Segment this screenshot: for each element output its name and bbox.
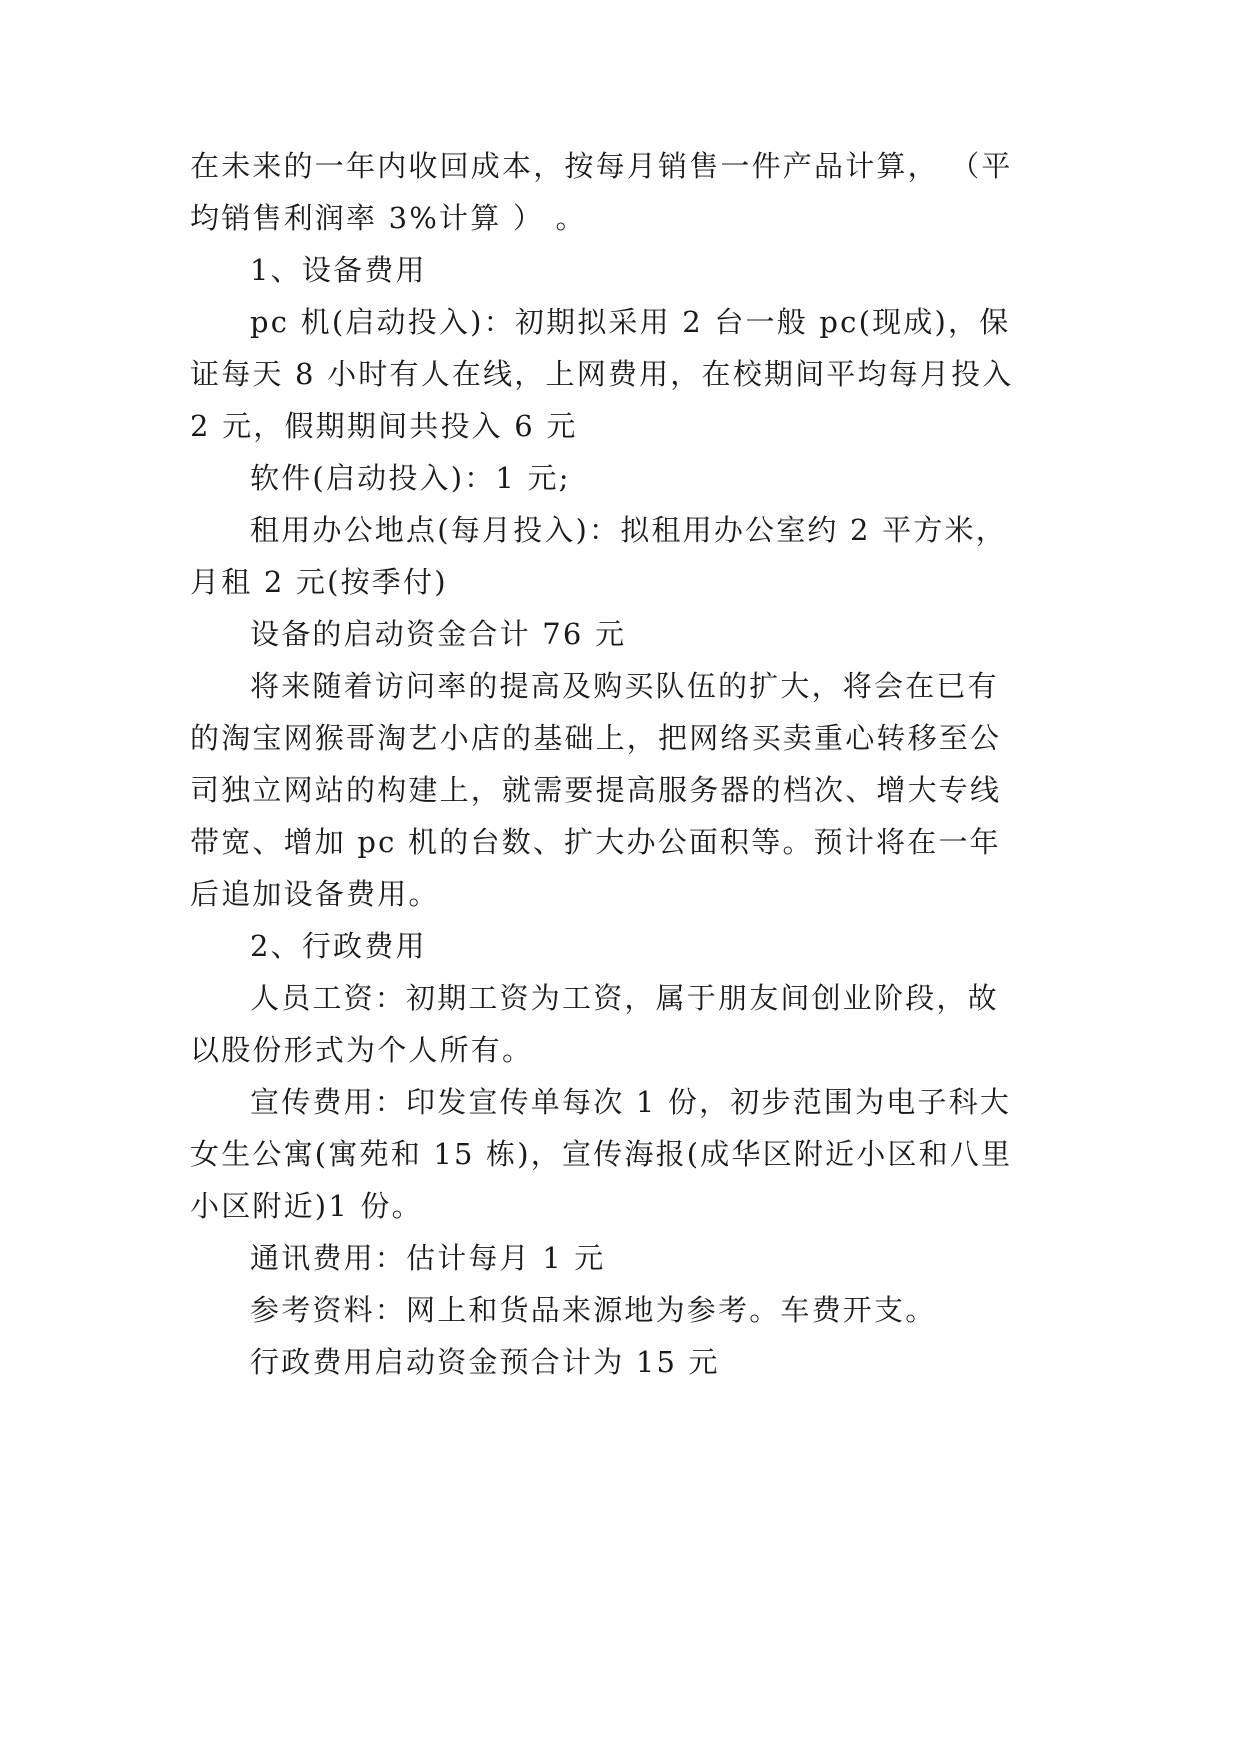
- section-heading: 1、设备费用: [250, 253, 427, 287]
- text-line: 人员工资：初期工资为工资，属于朋友间创业阶段，故: [250, 981, 999, 1015]
- text-line: 设备的启动资金合计 76 元: [250, 617, 627, 651]
- text-line: 司独立网站的构建上，就需要提高服务器的档次、增大专线: [190, 773, 1002, 807]
- text-line: 宣传费用：印发宣传单每次 1 份，初步范围为电子科大: [250, 1085, 1012, 1119]
- text-line: 的淘宝网猴哥淘艺小店的基础上，把网络买卖重心转移至公: [190, 721, 1002, 755]
- text-line: 小区附近)1 份。: [190, 1189, 423, 1223]
- text-line: 软件(启动投入)：1 元;: [250, 461, 571, 495]
- text-line: 租用办公地点(每月投入)：拟租用办公室约 2 平方米，: [250, 513, 1007, 547]
- text-line: 在未来的一年内收回成本，按每月销售一件产品计算， （平: [190, 149, 1013, 183]
- text-line: 均销售利润率 3%计算 ） 。: [190, 201, 587, 235]
- text-line: 女生公寓(寓苑和 15 栋)，宣传海报(成华区附近小区和八里: [190, 1137, 1013, 1171]
- text-line: pc 机(启动投入)：初期拟采用 2 台一般 pc(现成)，保: [250, 305, 1011, 339]
- text-line: 证每天 8 小时有人在线，上网费用，在校期间平均每月投入: [190, 357, 1014, 391]
- text-line: 以股份形式为个人所有。: [190, 1033, 534, 1067]
- text-line: 后追加设备费用。: [190, 877, 440, 911]
- text-line: 2 元，假期期间共投入 6 元: [190, 409, 578, 443]
- text-line: 月租 2 元(按季付): [190, 565, 448, 599]
- text-line: 通讯费用：估计每月 1 元: [250, 1241, 606, 1275]
- text-line: 带宽、增加 pc 机的台数、扩大办公面积等。预计将在一年: [190, 825, 1001, 859]
- text-line: 行政费用启动资金预合计为 15 元: [250, 1345, 720, 1379]
- text-line: 参考资料：网上和货品来源地为参考。车费开支。: [250, 1293, 937, 1327]
- text-line: 将来随着访问率的提高及购买队伍的扩大，将会在已有: [250, 669, 999, 703]
- section-heading: 2、行政费用: [250, 929, 427, 963]
